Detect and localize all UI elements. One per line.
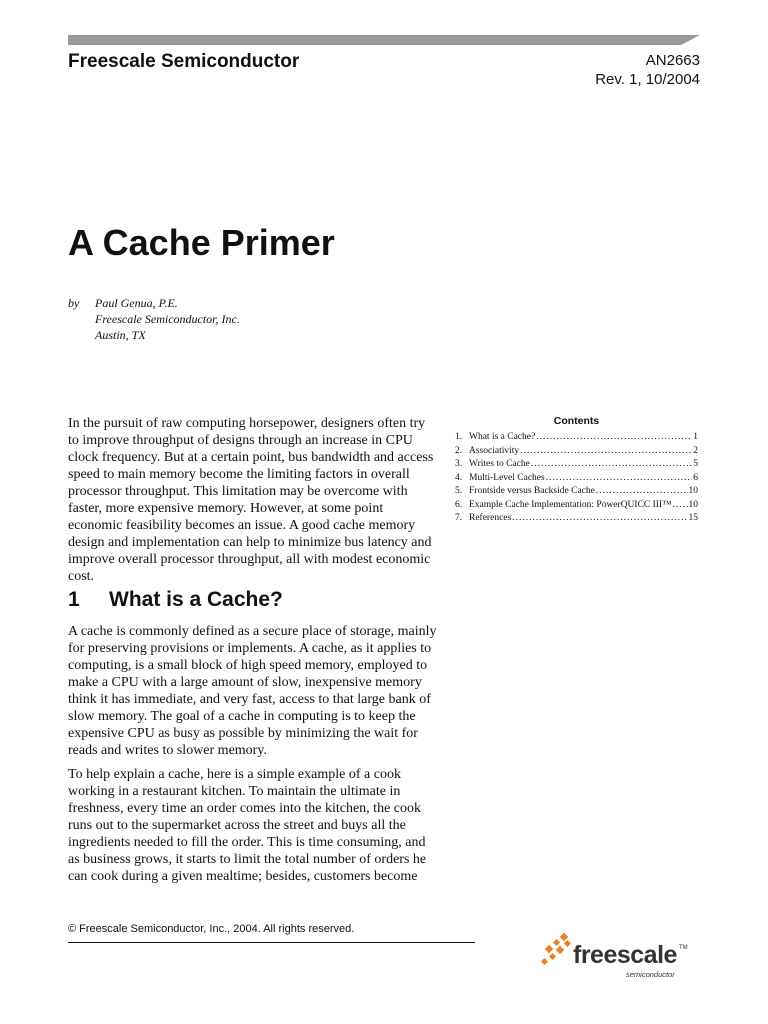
intro-paragraph: In the pursuit of raw computing horsepower, designers often try to improve throughput of designs through an increase in CPU clock frequency. But at a certain point, bus bandwidth and access speed to main memory become the limiting factors in overall processor throughput. This limitation may be overcome with faster, more expensive memory. However, at some point economic feasibility becomes an issue. A good cache memory design and implementation can help to minimize bus latency and improve overall processor throughput, all with modest economic cost. [68,416,434,584]
byline-location: Austin, TX [95,328,146,342]
toc-item-text: Multi-Level Caches [469,472,545,483]
toc-item-page: 10 [688,486,698,496]
logo-trademark: TM [679,945,688,951]
toc-leader-dots [531,458,692,472]
copyright-notice: © Freescale Semiconductor, Inc., 2004. All rights reserved. [68,923,355,935]
toc-leader-dots [596,485,688,499]
toc-item-page: 15 [688,513,698,523]
body-paragraph: A cache is commonly defined as a secure place of storage, mainly for preserving provisions or implements. A cache, as it applies to computing, is a small block of high speed memory, employed to make a CPU with a large amount of slow, inexpensive memory think it has immediate, and very fast, access to that large bank of slow memory. The goal of a cache in computing is to keep the expensive CPU as busy as possible by minimizing the wait for reads and writes to slower memory. [68,624,437,758]
freescale-logo [540,932,700,982]
toc-leader-dots [546,472,693,486]
toc-item-number: 7. [455,513,463,523]
freescale-logo-mark-icon [540,932,576,968]
toc-item[interactable] [455,485,698,499]
toc-item-text: Frontside versus Backside Cache [469,486,595,496]
toc-item-number: 6. [455,499,463,510]
toc-item[interactable] [455,445,698,459]
company-name: Freescale Semiconductor [68,51,300,72]
page-title: A Cache Primer [68,222,335,263]
toc-item[interactable] [455,512,698,526]
toc-item-number: 4. [455,472,463,483]
toc-item-number: 3. [455,459,463,469]
document-id [595,51,700,89]
logo-wordmark: freescale [573,941,677,969]
toc-item-text: References [469,513,512,523]
section-title: What is a Cache? [109,588,283,611]
toc-item-text: What is a Cache? [469,432,536,442]
toc-item[interactable] [455,472,698,486]
toc-item-page: 5 [693,459,698,469]
toc-leader-dots [536,431,692,445]
doc-revision: Rev. 1, 10/2004 [595,71,700,88]
toc-item-page: 6 [693,472,698,483]
toc-item-number: 1. [455,432,463,442]
byline-by: by [68,296,80,310]
toc-item-text: Writes to Cache [469,459,530,469]
toc-item-number: 5. [455,486,463,496]
section-heading [68,588,283,612]
toc-leader-dots [520,445,692,459]
toc-item[interactable] [455,431,698,445]
toc-item-page: 1 [693,432,698,442]
table-of-contents [455,415,698,526]
toc-item-page: 2 [693,445,698,456]
toc-item-text: Associativity [469,445,520,456]
body-paragraph: To help explain a cache, here is a simple example of a cook working in a restaurant kitchen. To maintain the ultimate in freshness, every time an order comes into the kitchen, the cook runs out to the supermarket across the street and buys all the ingredients needed to fill the order. This is time consuming, and as business grows, it starts to limit the total number of orders he can cook during a given mealtime; besides, customers become [68,767,427,884]
footer-rule [68,942,475,943]
toc-title: Contents [553,415,600,427]
toc-leader-dots [512,512,687,526]
toc-item-page: 10 [688,499,698,510]
toc-leader-dots [672,499,687,513]
toc-item-text: Example Cache Implementation: PowerQUICC III™ [469,499,672,510]
byline-author: Paul Genua, P.E. [95,296,178,310]
section-number: 1 [68,588,80,611]
header-bar [68,35,700,45]
toc-item-number: 2. [455,445,463,456]
doc-number: AN2663 [645,52,700,69]
logo-subtitle: semiconductor [626,970,675,979]
toc-item[interactable] [455,458,698,472]
byline-organization: Freescale Semiconductor, Inc. [95,312,240,326]
toc-item[interactable] [455,499,698,513]
